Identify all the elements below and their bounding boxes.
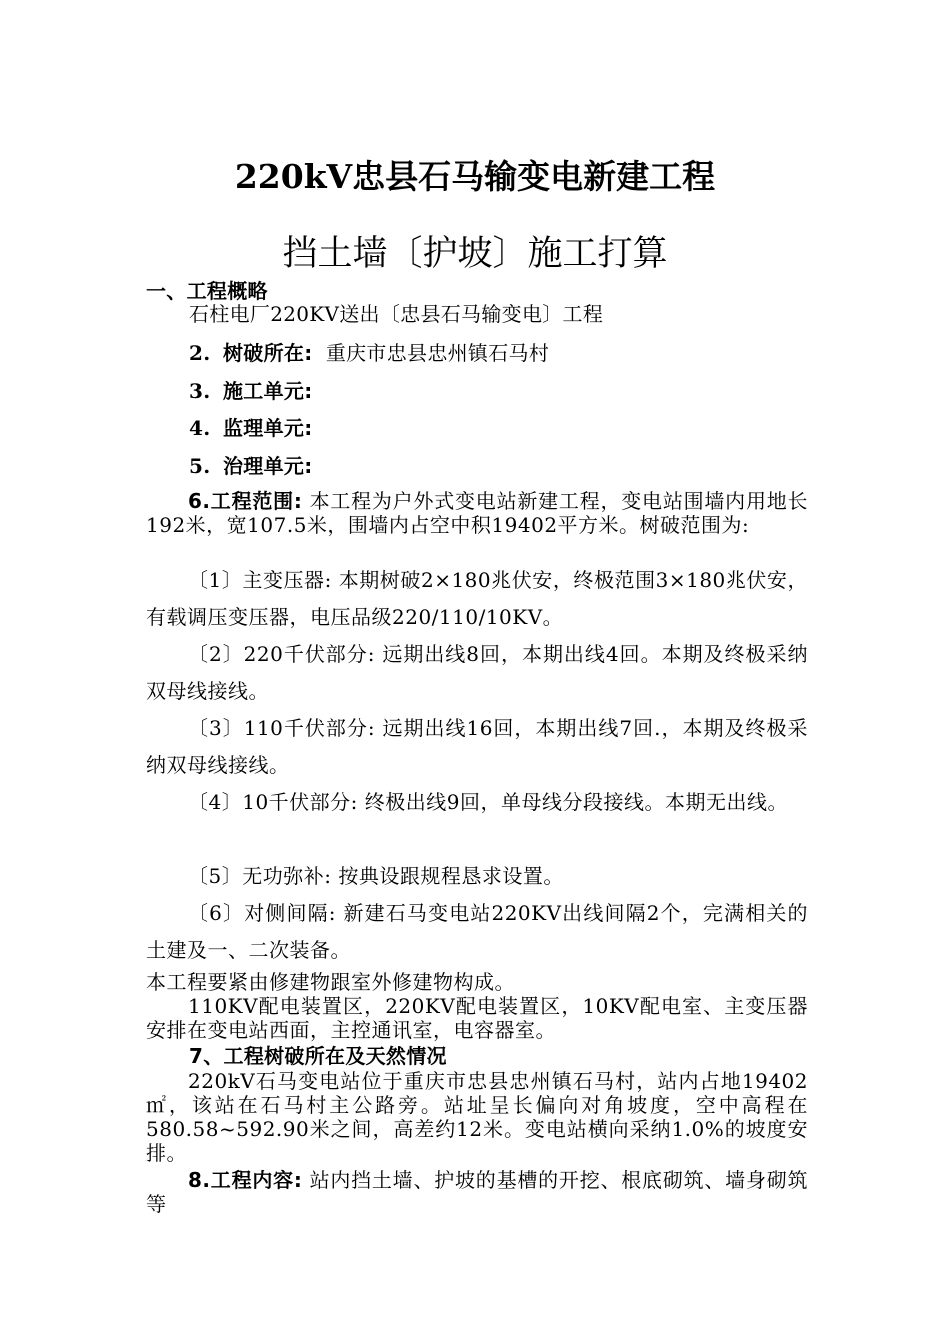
scope-item-4: 〔4〕10千伏部分: 终极出线9回，单母线分段接线。本期无出线。	[188, 790, 788, 814]
item-management-unit	[189, 451, 849, 481]
section-7-heading: 7、工程树破所在及天然情况	[189, 1044, 447, 1068]
scope-item-5: 〔5〕无功弥补: 按典设跟规程恳求设置。	[188, 864, 564, 888]
scope-label: 6.工程范围:	[188, 489, 303, 513]
scope-item-1: 〔1〕主变压器: 本期树破2×180兆伏安，终极范围3×180兆伏安，有载调压变压器，电压品级220/110/10KV。	[146, 568, 808, 629]
item-number: 2.	[189, 341, 211, 365]
section-8-paragraph	[146, 1168, 808, 1216]
item-construction-unit	[189, 376, 849, 406]
scope-text: 本工程为户外式变电站新建工程，变电站围墙内用地长192米，宽107.5米，围墙内占空中积19402平方米。树破范围为:	[146, 489, 809, 537]
layout-paragraph: 110KV配电装置区，220KV配电装置区，10KV配电室、主变压器安排在变电站西面，主控通讯室，电容器室。	[146, 994, 808, 1042]
item-number: 4.	[189, 416, 211, 440]
composition-line: 本工程要紧由修建物跟室外修建物构成。	[146, 970, 515, 994]
item-number: 5.	[189, 454, 211, 478]
section-8-text: 站内挡土墙、护坡的基槽的开挖、根底砌筑、墙身砌筑等	[146, 1168, 809, 1216]
document-title: 220kV忠县石马输变电新建工程	[234, 157, 716, 196]
item-label: 树破所在:	[223, 341, 313, 365]
item-value: 重庆市忠县忠州镇石马村	[325, 341, 550, 365]
scope-item-2: 〔2〕220千伏部分: 远期出线8回，本期出线4回。本期及终极采纳双母线接线。	[146, 642, 808, 703]
scope-paragraph	[146, 489, 808, 537]
section-8-label: 8.工程内容:	[188, 1168, 303, 1192]
scope-item-3: 〔3〕110千伏部分: 远期出线16回，本期出线7回.，本期及终极采纳双母线接线。	[146, 716, 808, 777]
item-location	[189, 338, 849, 368]
item-supervision-unit	[189, 413, 849, 443]
section-1-heading: 一、工程概略	[146, 279, 268, 303]
item-label: 治理单元:	[223, 454, 313, 478]
item-label: 监理单元:	[223, 416, 313, 440]
project-line: 石柱电厂220KV送出〔忠县石马输变电〕工程	[189, 302, 604, 326]
item-label: 施工单元:	[223, 379, 313, 403]
section-7-text: 220kV石马变电站位于重庆市忠县忠州镇石马村，站内占地19402㎡，该站在石马村主公路旁。站址呈长偏向对角坡度，空中高程在580.58~592.90米之间，高差约12米。变电站横向采纳1.0%的坡度安排。	[146, 1069, 808, 1165]
document-subtitle: 挡土墙〔护坡〕施工打算	[282, 234, 668, 274]
item-number: 3.	[189, 379, 211, 403]
scope-item-6: 〔6〕对侧间隔: 新建石马变电站220KV出线间隔2个，完满相关的土建及一、二次装备。	[146, 901, 808, 962]
